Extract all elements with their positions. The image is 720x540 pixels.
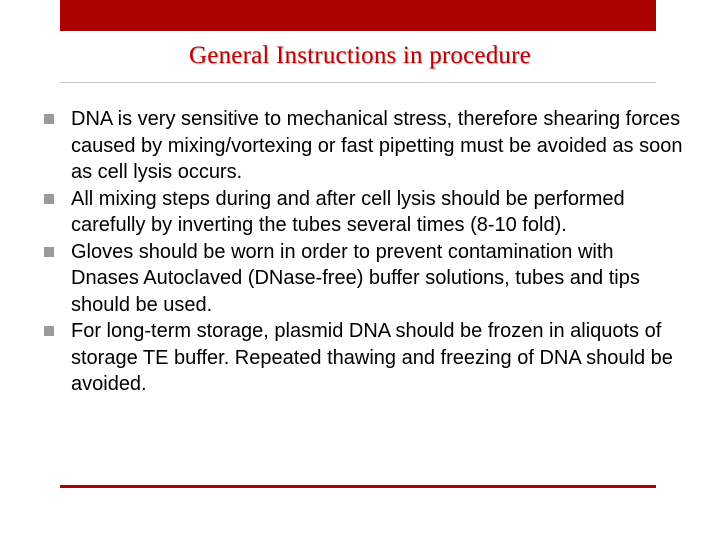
- slide-title: General Instructions in procedure: [189, 42, 531, 69]
- square-bullet-icon: [44, 247, 54, 257]
- bullet-list: [44, 106, 684, 398]
- bullet-text: Gloves should be worn in order to prevent contamination with Dnases Autoclaved (DNase-free) buffer solutions, tubes and tips should be used.: [71, 240, 640, 316]
- square-bullet-icon: [44, 326, 54, 336]
- bullet-text: All mixing steps during and after cell lysis should be performed carefully by inverting the tubes several times (8-10 fold).: [71, 187, 625, 236]
- square-bullet-icon: [44, 114, 54, 124]
- bullet-text: For long-term storage, plasmid DNA should be frozen in aliquots of storage TE buffer. Repeated thawing and freezing of DNA should be avoided.: [71, 320, 673, 395]
- title-divider: [60, 82, 656, 83]
- square-bullet-icon: [44, 194, 54, 204]
- bullet-item: [44, 106, 684, 186]
- bullet-item: [44, 318, 684, 398]
- bullet-item: [44, 239, 684, 319]
- bullet-item: [44, 186, 684, 239]
- top-accent-bar: [60, 0, 656, 31]
- bullet-text: DNA is very sensitive to mechanical stress, therefore shearing forces caused by mixing/vortexing or fast pipetting must be avoided as soon as cell lysis occurs.: [71, 108, 683, 183]
- bottom-accent-rule: [60, 485, 656, 488]
